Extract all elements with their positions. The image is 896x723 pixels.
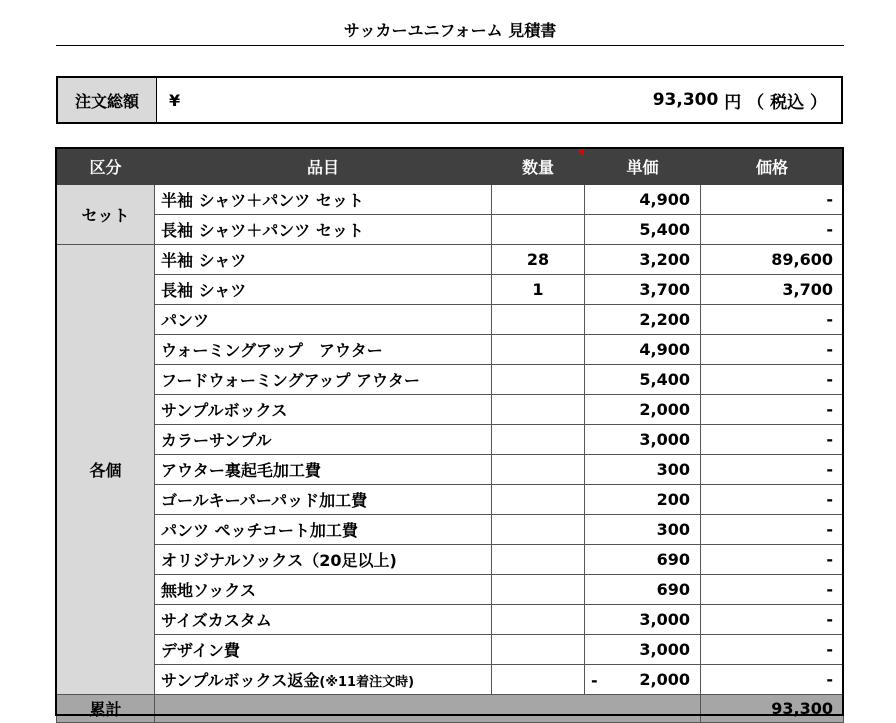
table-row: [57, 365, 844, 395]
unit-price-value: 5,400: [639, 220, 690, 239]
order-total-value: 93,300: [652, 90, 719, 110]
item-name: サンプルボックス: [161, 401, 288, 420]
unit-price-cell[interactable]: [585, 185, 701, 215]
price-cell[interactable]: -: [701, 215, 844, 245]
item-cell[interactable]: [155, 515, 492, 545]
quantity-cell[interactable]: [492, 485, 585, 515]
unit-price-cell[interactable]: [585, 635, 701, 665]
header-item: 品目: [155, 149, 492, 185]
header-unit-price: 単価: [585, 149, 701, 185]
price-cell[interactable]: -: [701, 485, 844, 515]
item-name: ゴールキーパーパッド加工費: [161, 491, 368, 510]
category-cell-each: 各個: [57, 245, 155, 695]
item-cell[interactable]: [155, 305, 492, 335]
table-row: [57, 425, 844, 455]
price-cell[interactable]: -: [701, 545, 844, 575]
item-cell[interactable]: [155, 545, 492, 575]
table-row: [57, 455, 844, 485]
table-row: [57, 305, 844, 335]
comment-indicator[interactable]: [577, 149, 583, 155]
item-cell[interactable]: [155, 635, 492, 665]
quantity-cell[interactable]: [492, 515, 585, 545]
item-cell[interactable]: [155, 245, 492, 275]
header-price: 価格: [701, 149, 844, 185]
price-cell[interactable]: -: [701, 455, 844, 485]
unit-price-value: 2,200: [639, 310, 690, 329]
quantity-cell[interactable]: [492, 635, 585, 665]
item-name: ウォーミングアップ アウター: [161, 341, 383, 360]
header-quantity: 数量: [492, 149, 585, 185]
item-cell[interactable]: [155, 575, 492, 605]
quantity-cell[interactable]: [492, 545, 585, 575]
price-cell[interactable]: -: [701, 335, 844, 365]
quantity-cell[interactable]: [492, 395, 585, 425]
item-name: 無地ソックス: [161, 581, 257, 600]
table-row: [57, 215, 844, 245]
order-total-box: [56, 76, 843, 124]
document-title: サッカーユニフォーム 見積書: [343, 21, 557, 40]
quantity-cell[interactable]: [492, 425, 585, 455]
quantity-cell[interactable]: [492, 365, 585, 395]
unit-price-cell[interactable]: [585, 275, 701, 305]
item-cell[interactable]: [155, 395, 492, 425]
item-name: サイズカスタム: [161, 611, 272, 630]
table-row: [57, 605, 844, 635]
item-name: サンプルボックス返金: [161, 671, 320, 690]
item-cell[interactable]: [155, 455, 492, 485]
item-name: オリジナルソックス（20足以上): [161, 551, 397, 570]
unit-price-cell[interactable]: [585, 515, 701, 545]
yen-symbol: ¥: [169, 90, 181, 110]
unit-price-value: 200: [656, 490, 690, 509]
unit-price-cell[interactable]: [585, 545, 701, 575]
item-cell[interactable]: [155, 365, 492, 395]
item-name: 半袖 シャツ＋パンツ セット: [161, 191, 364, 210]
title-underline: [56, 45, 844, 46]
item-name: フードウォーミングアップ アウター: [161, 371, 420, 390]
quantity-cell[interactable]: [492, 185, 585, 215]
item-name: 長袖 シャツ: [161, 281, 247, 300]
item-name: アウター裏起毛加工費: [161, 461, 321, 480]
unit-price-cell[interactable]: [585, 245, 701, 275]
item-cell[interactable]: [155, 425, 492, 455]
unit-price-value: 3,200: [639, 250, 690, 269]
category-cell-set: セット: [57, 185, 155, 245]
order-total-amount[interactable]: [209, 78, 841, 122]
unit-price-value: 4,900: [639, 190, 690, 209]
price-cell[interactable]: -: [701, 515, 844, 545]
unit-price-value: 300: [656, 460, 690, 479]
unit-price-value: 3,700: [639, 280, 690, 299]
item-cell[interactable]: [155, 215, 492, 245]
summary-price[interactable]: 93,300: [701, 695, 844, 723]
summary-label: 累計: [57, 695, 155, 723]
quantity-cell[interactable]: [492, 335, 585, 365]
item-name: 長袖 シャツ＋パンツ セット: [161, 221, 364, 240]
unit-price-value: 5,400: [639, 370, 690, 389]
quantity-cell[interactable]: [492, 305, 585, 335]
unit-price-cell[interactable]: [585, 425, 701, 455]
unit-price-value: 3,000: [639, 610, 690, 629]
table-header-row: [57, 149, 844, 185]
table-row: [57, 545, 844, 575]
unit-price-value: 690: [656, 580, 690, 599]
table-row: [57, 185, 844, 215]
table-row: [57, 575, 844, 605]
negative-sign: -: [591, 671, 598, 690]
table-row: [57, 515, 844, 545]
quantity-cell[interactable]: [492, 215, 585, 245]
item-name: デザイン費: [161, 641, 240, 660]
item-cell[interactable]: [155, 185, 492, 215]
unit-price-cell[interactable]: [585, 455, 701, 485]
price-cell[interactable]: -: [701, 635, 844, 665]
quantity-cell[interactable]: 1: [492, 275, 585, 305]
quantity-cell[interactable]: [492, 455, 585, 485]
item-cell[interactable]: [155, 275, 492, 305]
table-row: [57, 275, 844, 305]
unit-price-value: 300: [656, 520, 690, 539]
unit-price-value: 2,000: [639, 670, 690, 689]
quantity-cell[interactable]: [492, 605, 585, 635]
item-name: カラーサンプル: [161, 431, 272, 450]
item-cell[interactable]: [155, 605, 492, 635]
price-cell[interactable]: -: [701, 365, 844, 395]
price-cell[interactable]: -: [701, 185, 844, 215]
table-row: [57, 665, 844, 695]
item-cell[interactable]: [155, 335, 492, 365]
unit-price-cell[interactable]: [585, 335, 701, 365]
price-cell[interactable]: -: [701, 305, 844, 335]
table-row: [57, 485, 844, 515]
price-cell[interactable]: 89,600: [701, 245, 844, 275]
unit-price-value: 3,000: [639, 430, 690, 449]
unit-price-cell[interactable]: [585, 575, 701, 605]
unit-price-cell[interactable]: [585, 485, 701, 515]
price-cell[interactable]: -: [701, 665, 844, 695]
summary-row: [57, 695, 844, 723]
quantity-cell[interactable]: [492, 665, 585, 695]
unit-price-cell[interactable]: [585, 665, 701, 695]
unit-price-value: 4,900: [639, 340, 690, 359]
order-total-suffix: 円 （ 税込 ）: [718, 92, 827, 113]
quantity-cell[interactable]: [492, 575, 585, 605]
price-cell[interactable]: 3,700: [701, 275, 844, 305]
item-cell[interactable]: [155, 485, 492, 515]
unit-price-value: 3,000: [639, 640, 690, 659]
header-category: 区分: [57, 149, 155, 185]
price-cell[interactable]: -: [701, 395, 844, 425]
item-name: パンツ ペッチコート加工費: [161, 521, 358, 540]
unit-price-value: 2,000: [639, 400, 690, 419]
price-cell[interactable]: -: [701, 575, 844, 605]
summary-blank: [155, 695, 701, 723]
item-name: パンツ: [161, 311, 210, 330]
unit-price-cell[interactable]: [585, 215, 701, 245]
item-name: 半袖 シャツ: [161, 251, 247, 270]
estimate-table: [56, 148, 844, 723]
table-row: [57, 335, 844, 365]
quantity-cell[interactable]: 28: [492, 245, 585, 275]
table-row: [57, 395, 844, 425]
unit-price-cell[interactable]: [585, 365, 701, 395]
item-note: (※11着注文時): [319, 675, 415, 690]
unit-price-cell[interactable]: [585, 305, 701, 335]
order-total-label: 注文総額: [58, 78, 157, 122]
table-row: [57, 635, 844, 665]
unit-price-cell[interactable]: [585, 395, 701, 425]
item-cell[interactable]: [155, 665, 492, 695]
price-cell[interactable]: -: [701, 425, 844, 455]
table-row: [57, 245, 844, 275]
unit-price-cell[interactable]: [585, 605, 701, 635]
unit-price-value: 690: [656, 550, 690, 569]
price-cell[interactable]: -: [701, 605, 844, 635]
